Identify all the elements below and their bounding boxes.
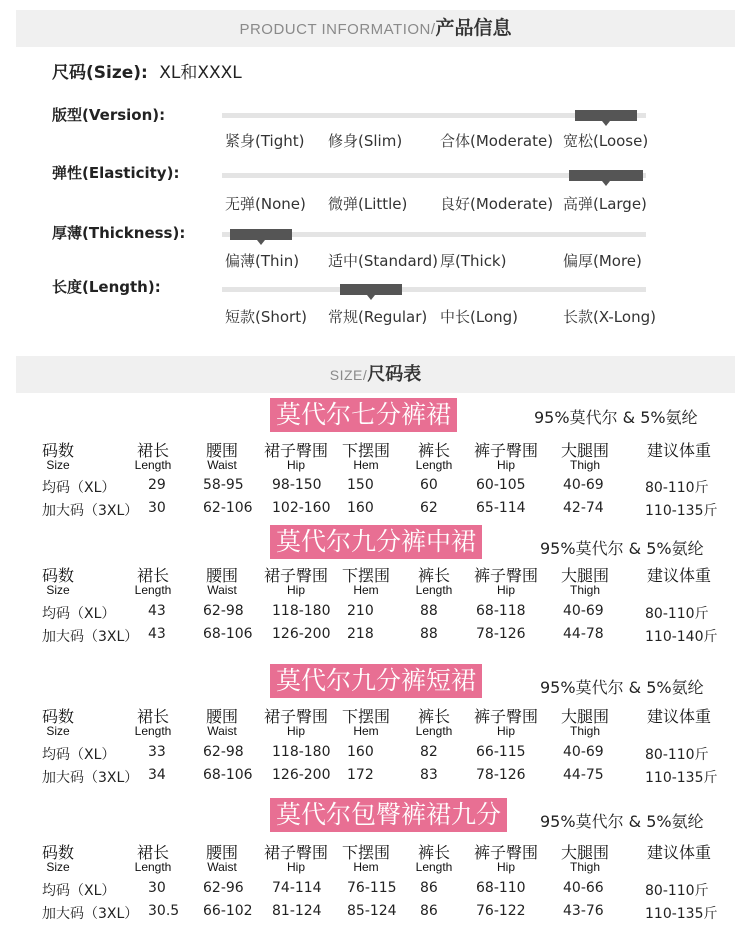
attribute-option: 修身(Slim)	[328, 132, 403, 150]
table-cell: 62-98	[203, 603, 244, 619]
table-cell: 62-98	[203, 744, 244, 760]
table-cell: 30.5	[148, 903, 180, 919]
table-cell: 80-110斤	[645, 883, 709, 899]
table-cell: 78-126	[476, 626, 526, 642]
column-header: 腰围	[205, 441, 238, 460]
column-header-en: Hip	[286, 458, 305, 472]
column-header: 大腿围	[560, 707, 609, 726]
attribute-option: 高弹(Large)	[563, 195, 647, 213]
column-header: 裙长	[136, 707, 169, 726]
column-header: 裤长	[417, 566, 450, 585]
column-header-en: Hip	[496, 458, 515, 472]
attribute-option: 适中(Standard)	[328, 252, 438, 270]
table-cell: 68-106	[203, 767, 253, 783]
attribute-option: 紧身(Tight)	[225, 132, 305, 150]
column-header-en: Thigh	[569, 860, 601, 874]
size-chart-header-en: SIZE/	[329, 367, 368, 383]
table-cell: 88	[420, 603, 438, 619]
column-header: 腰围	[205, 707, 238, 726]
attribute-option: 宽松(Loose)	[563, 132, 649, 150]
table-cell: 58-95	[203, 477, 244, 493]
column-header: 码数	[41, 441, 74, 460]
row-size-label: 均码（XL）	[42, 883, 116, 899]
table-cell: 76-115	[347, 880, 397, 896]
table-cell: 40-69	[563, 477, 604, 493]
row-size-label: 加大码（3XL）	[42, 629, 139, 645]
column-header: 裙长	[136, 441, 169, 460]
row-size-label: 加大码（3XL）	[42, 906, 139, 922]
attribute-label: 厚薄(Thickness):	[52, 224, 186, 242]
table-cell: 44-78	[563, 626, 604, 642]
material-composition: 95%莫代尔 & 5%氨纶	[540, 678, 704, 697]
column-header-en: Hip	[286, 860, 305, 874]
table-cell: 40-69	[563, 744, 604, 760]
column-header-en: Hip	[286, 583, 305, 597]
product-title: 莫代尔包臀裤裙九分	[270, 798, 507, 832]
table-cell: 62	[420, 500, 438, 516]
table-cell: 102-160	[272, 500, 331, 516]
column-header: 大腿围	[560, 566, 609, 585]
row-size-label: 加大码（3XL）	[42, 770, 139, 786]
table-cell: 43	[148, 626, 166, 642]
attribute-option: 良好(Moderate)	[440, 195, 554, 213]
column-header: 建议体重	[646, 566, 711, 585]
table-cell: 34	[148, 767, 166, 783]
column-header-en: Hip	[496, 583, 515, 597]
column-header-en: Hip	[496, 724, 515, 738]
table-cell: 81-124	[272, 903, 322, 919]
column-header: 裤长	[417, 441, 450, 460]
attribute-option: 微弹(Little)	[328, 195, 408, 213]
row-size-label: 均码（XL）	[42, 606, 116, 622]
table-cell: 118-180	[272, 744, 331, 760]
size-line	[52, 58, 242, 83]
product-title: 莫代尔九分裤中裙	[270, 525, 482, 559]
table-cell: 80-110斤	[645, 606, 709, 622]
row-size-label: 均码（XL）	[42, 747, 116, 763]
table-cell: 68-106	[203, 626, 253, 642]
attribute-option: 短款(Short)	[225, 308, 307, 326]
column-header-en: Hip	[286, 724, 305, 738]
table-cell: 150	[347, 477, 374, 493]
column-header: 裙子臀围	[263, 843, 328, 862]
table-cell: 82	[420, 744, 438, 760]
table-cell: 78-126	[476, 767, 526, 783]
table-cell: 98-150	[272, 477, 322, 493]
table-cell: 74-114	[272, 880, 322, 896]
table-cell: 118-180	[272, 603, 331, 619]
table-cell: 218	[347, 626, 374, 642]
product-info-header-cn: 产品信息	[435, 17, 512, 39]
attribute-option: 厚(Thick)	[440, 252, 507, 270]
table-cell: 160	[347, 500, 374, 516]
table-cell: 160	[347, 744, 374, 760]
table-cell: 110-140斤	[645, 629, 718, 645]
table-cell: 66-115	[476, 744, 526, 760]
column-header-en: Thigh	[569, 583, 601, 597]
table-cell: 86	[420, 880, 438, 896]
attribute-marker	[230, 229, 292, 240]
table-cell: 68-110	[476, 880, 526, 896]
column-header: 下摆围	[341, 707, 390, 726]
attribute-marker	[569, 170, 643, 181]
column-header-en: Size	[46, 458, 70, 472]
table-cell: 80-110斤	[645, 747, 709, 763]
column-header-en: Length	[134, 724, 172, 738]
attribute-label: 长度(Length):	[52, 278, 161, 296]
product-title: 莫代尔七分裤裙	[270, 398, 457, 432]
column-header: 腰围	[205, 843, 238, 862]
column-header: 下摆围	[341, 843, 390, 862]
product-title: 莫代尔九分裤短裙	[270, 664, 482, 698]
column-header: 建议体重	[646, 707, 711, 726]
size-chart-header	[16, 356, 735, 393]
column-header: 裙长	[136, 566, 169, 585]
product-info-header	[16, 10, 735, 47]
table-cell: 29	[148, 477, 166, 493]
material-composition: 95%莫代尔 & 5%氨纶	[540, 539, 704, 558]
column-header-en: Length	[415, 724, 453, 738]
table-cell: 62-106	[203, 500, 253, 516]
attribute-label: 弹性(Elasticity):	[52, 164, 180, 182]
column-header-en: Size	[46, 860, 70, 874]
column-header: 建议体重	[646, 441, 711, 460]
column-header: 裤长	[417, 707, 450, 726]
column-header: 裤子臀围	[473, 843, 538, 862]
table-cell: 83	[420, 767, 438, 783]
column-header-en: Thigh	[569, 458, 601, 472]
table-cell: 66-102	[203, 903, 253, 919]
column-header: 裤长	[417, 843, 450, 862]
table-cell: 65-114	[476, 500, 526, 516]
attribute-option: 无弹(None)	[225, 195, 306, 213]
column-header-en: Waist	[207, 458, 237, 472]
size-chart-header-cn: 尺码表	[367, 364, 422, 385]
column-header-en: Hem	[353, 860, 379, 874]
column-header-en: Hem	[353, 724, 379, 738]
material-composition: 95%莫代尔 & 5%氨纶	[534, 408, 698, 427]
column-header: 下摆围	[341, 441, 390, 460]
column-header-en: Length	[415, 583, 453, 597]
attribute-option: 合体(Moderate)	[440, 132, 554, 150]
table-cell: 110-135斤	[645, 503, 718, 519]
attribute-option: 长款(X-Long)	[563, 308, 656, 326]
column-header: 裤子臀围	[473, 707, 538, 726]
attribute-marker	[575, 110, 637, 121]
table-cell: 76-122	[476, 903, 526, 919]
material-composition: 95%莫代尔 & 5%氨纶	[540, 812, 704, 831]
column-header-en: Waist	[207, 724, 237, 738]
column-header-en: Hip	[496, 860, 515, 874]
column-header-en: Length	[415, 458, 453, 472]
attribute-option: 偏厚(More)	[563, 252, 642, 270]
column-header-en: Thigh	[569, 724, 601, 738]
column-header: 码数	[41, 566, 74, 585]
table-cell: 86	[420, 903, 438, 919]
table-cell: 110-135斤	[645, 906, 718, 922]
product-info-header-en: PRODUCT INFORMATION/	[239, 21, 436, 38]
column-header-en: Length	[134, 860, 172, 874]
table-cell: 43	[148, 603, 166, 619]
size-value: XL和XXXL	[159, 63, 242, 83]
attribute-track	[222, 287, 646, 292]
table-cell: 30	[148, 880, 166, 896]
column-header: 码数	[41, 707, 74, 726]
column-header-en: Length	[134, 458, 172, 472]
attribute-option: 常规(Regular)	[328, 308, 428, 326]
column-header-en: Length	[134, 583, 172, 597]
attribute-label: 版型(Version):	[52, 106, 166, 124]
table-cell: 68-118	[476, 603, 526, 619]
table-cell: 110-135斤	[645, 770, 718, 786]
column-header: 下摆围	[341, 566, 390, 585]
table-cell: 88	[420, 626, 438, 642]
table-cell: 85-124	[347, 903, 397, 919]
table-cell: 40-66	[563, 880, 604, 896]
column-header: 裙长	[136, 843, 169, 862]
column-header-en: Length	[415, 860, 453, 874]
column-header-en: Hem	[353, 458, 379, 472]
column-header-en: Waist	[207, 860, 237, 874]
column-header: 裙子臀围	[263, 707, 328, 726]
table-cell: 60-105	[476, 477, 526, 493]
table-cell: 40-69	[563, 603, 604, 619]
column-header: 裤子臀围	[473, 566, 538, 585]
column-header-en: Waist	[207, 583, 237, 597]
table-cell: 33	[148, 744, 166, 760]
column-header: 码数	[41, 843, 74, 862]
attribute-marker	[340, 284, 402, 295]
table-cell: 30	[148, 500, 166, 516]
column-header: 大腿围	[560, 843, 609, 862]
table-cell: 210	[347, 603, 374, 619]
size-label: 尺码(Size):	[52, 63, 148, 83]
table-cell: 126-200	[272, 767, 331, 783]
column-header: 裙子臀围	[263, 566, 328, 585]
column-header: 裤子臀围	[473, 441, 538, 460]
attribute-option: 中长(Long)	[440, 308, 519, 326]
table-cell: 60	[420, 477, 438, 493]
table-cell: 44-75	[563, 767, 604, 783]
table-cell: 62-96	[203, 880, 244, 896]
row-size-label: 加大码（3XL）	[42, 503, 139, 519]
column-header: 建议体重	[646, 843, 711, 862]
table-cell: 172	[347, 767, 374, 783]
table-cell: 42-74	[563, 500, 604, 516]
attribute-option: 偏薄(Thin)	[225, 252, 300, 270]
table-cell: 126-200	[272, 626, 331, 642]
row-size-label: 均码（XL）	[42, 480, 116, 496]
column-header: 腰围	[205, 566, 238, 585]
column-header-en: Size	[46, 724, 70, 738]
column-header: 大腿围	[560, 441, 609, 460]
column-header-en: Size	[46, 583, 70, 597]
column-header: 裙子臀围	[263, 441, 328, 460]
column-header-en: Hem	[353, 583, 379, 597]
table-cell: 43-76	[563, 903, 604, 919]
table-cell: 80-110斤	[645, 480, 709, 496]
